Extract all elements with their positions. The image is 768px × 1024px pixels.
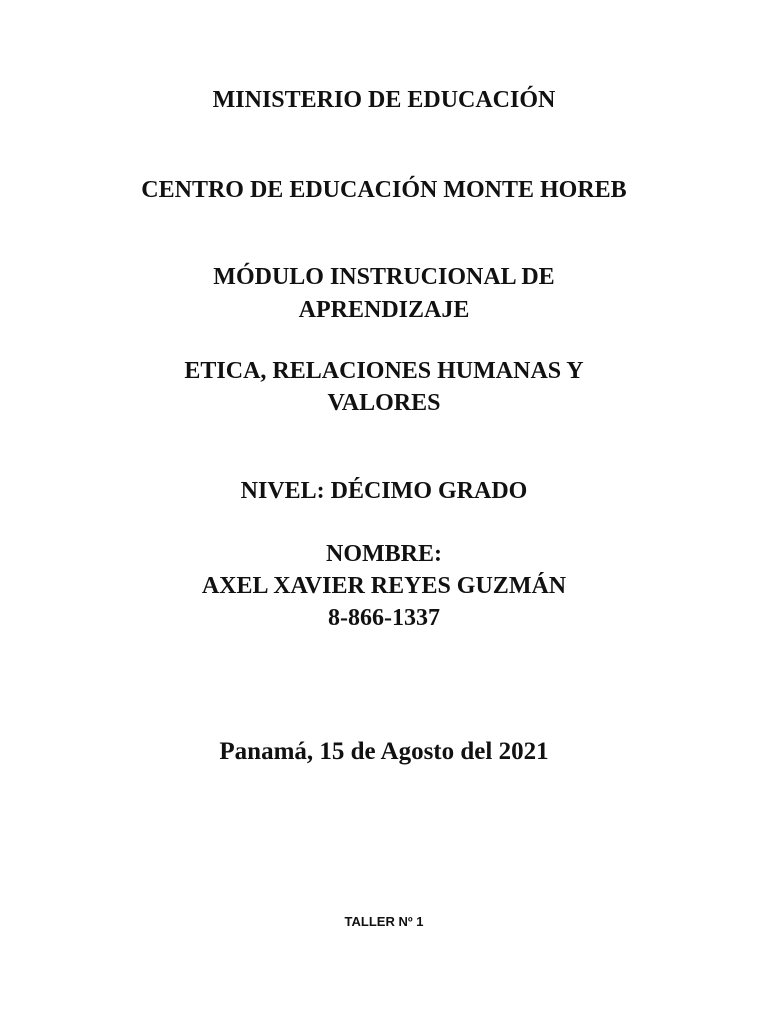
subject-title-line-1: ETICA, RELACIONES HUMANAS Y bbox=[184, 358, 584, 384]
workshop-number: TALLER Nº 1 bbox=[344, 914, 424, 929]
name-label: NOMBRE: bbox=[326, 541, 442, 567]
place-and-date: Panamá, 15 de Agosto del 2021 bbox=[219, 738, 549, 765]
ministry-heading: MINISTERIO DE EDUCACIÓN bbox=[212, 87, 556, 113]
module-title-line-2: APRENDIZAJE bbox=[298, 297, 470, 323]
module-title-line-1: MÓDULO INSTRUCIONAL DE bbox=[213, 264, 555, 290]
school-name: CENTRO DE EDUCACIÓN MONTE HOREB bbox=[141, 177, 627, 203]
grade-level: NIVEL: DÉCIMO GRADO bbox=[240, 478, 528, 504]
subject-title-line-2: VALORES bbox=[327, 390, 441, 416]
student-name: AXEL XAVIER REYES GUZMÁN bbox=[201, 573, 567, 599]
student-id: 8-866-1337 bbox=[328, 605, 440, 631]
